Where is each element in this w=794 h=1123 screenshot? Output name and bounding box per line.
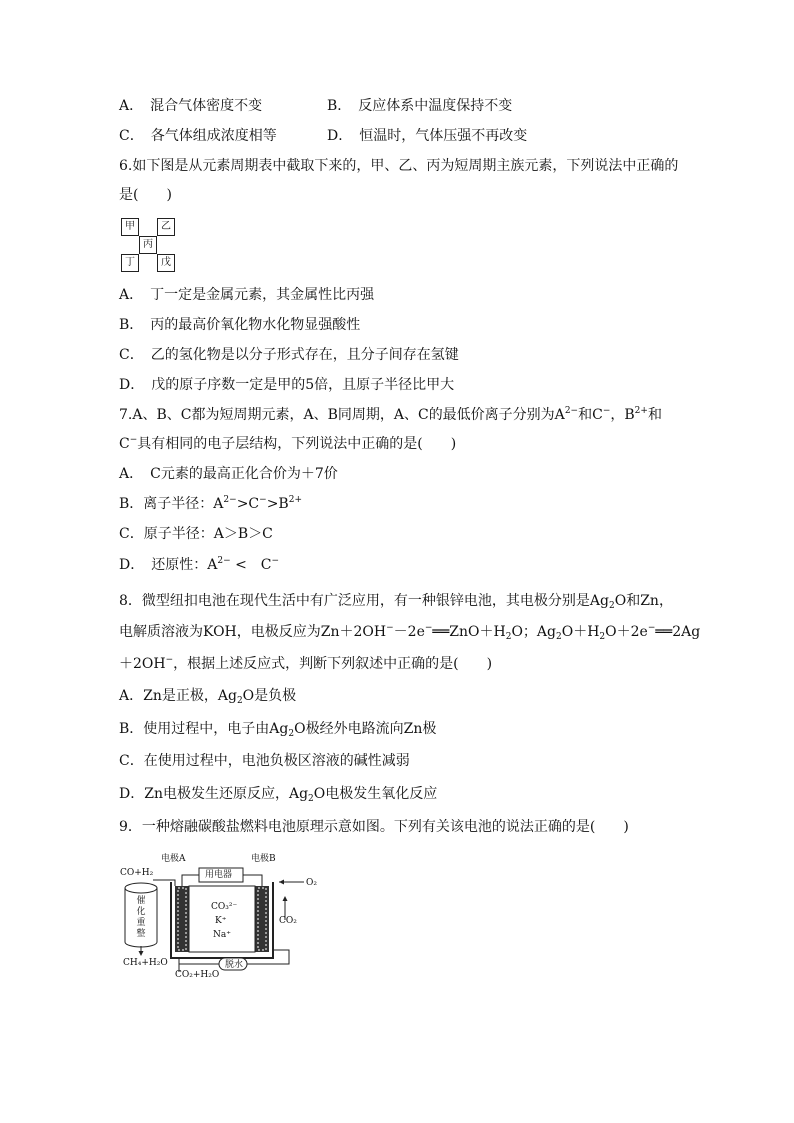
q7-option-text: >B [266,496,289,512]
subscript: 2 [599,632,606,642]
q7-stem-text: 和 [647,407,662,423]
q8-stem-text: O＋H [561,624,600,640]
q8-option-d [119,784,437,804]
charge-sup: 2− [564,406,579,416]
q7-stem-text: C [119,436,130,452]
q7-option-text: < C [230,557,272,573]
device-label: 用电器 [205,870,233,880]
cell-jia: 甲 [121,218,139,236]
co-h2-label: CO+H₂ [120,868,154,878]
q8-stem-line3 [119,654,492,674]
q8-option-b [119,719,436,739]
carbonate-ion-label: CO₃²⁻ [211,902,238,912]
q5-option-d: D． 恒温时，气体压强不再改变 [327,128,528,144]
co2-h2o-label: CO₂+H₂O [175,970,220,980]
charge-sup: − [129,435,138,445]
q7-option-c: C．原子半径：A＞B＞C [119,526,273,542]
q8-stem-text: ，根据上述反应式，判断下列叙述中正确的是( ) [173,656,493,672]
electrode-b-label: 电极B [251,854,276,864]
q8-stem-text: 电解质溶液为KOH，电极反应为Zn＋2OH [119,624,387,640]
q8-stem-text: ══ZnO＋H [432,624,506,640]
subscript: 2 [556,632,562,642]
q7-option-a: A． C元素的最高正化合价为＋7价 [119,466,338,482]
charge-sup: − [259,495,267,505]
q6-stem-line1: 6.如下图是从元素周期表中截取下来的，甲、乙、丙为短周期主族元素，下列说法中正确的 [119,158,679,174]
q8-option-a [119,686,296,706]
subscript: 2 [505,632,512,642]
charge-sup: − [647,623,656,633]
q8-option-text: O电极发生氧化反应 [313,786,438,802]
electrode-a-label: 电极A [161,854,186,864]
cell-wu: 戊 [157,254,175,272]
q8-option-text: A．Zn是正极，Ag [119,688,237,704]
dehydrate-label: 脱水 [225,960,244,970]
q9-stem: 9．一种熔融碳酸盐燃料电池原理示意如图。下列有关该电池的说法正确的是( ) [119,819,629,835]
charge-sup: 2− [223,495,237,505]
q8-stem-text: O和Zn， [614,593,673,609]
charge-sup: 2+ [288,495,302,505]
potassium-ion-label: K⁺ [215,916,227,926]
q6-option-c: C． 乙的氢化物是以分子形式存在，且分子间存在氢键 [119,347,459,363]
q7-stem-text: 7.A、B、C都为短周期元素，A、B同周期，A、C的最低价离子分别为A [119,407,565,423]
q8-stem-text: ＋2OH [119,656,166,672]
subscript: 2 [308,794,314,804]
o2-label: O₂ [306,878,317,888]
q7-stem-line1 [119,405,662,425]
q8-stem-text: －2e [393,624,425,640]
q8-option-c: C．在使用过程中，电池负极区溶液的碱性减弱 [119,753,410,769]
q5-option-a: A． 混合气体密度不变 [119,98,263,114]
q8-stem-text: ══2Ag [655,624,701,640]
q6-stem-line2: 是( ) [119,187,172,203]
q7-stem-text: 具有相同的电子层结构，下列说法中正确的是( ) [137,436,457,452]
q6-option-b: B． 丙的最高价氧化物水化物显强酸性 [119,317,361,333]
subscript: 2 [236,696,243,706]
cell-ding: 丁 [121,254,139,272]
cell-bing: 丙 [139,236,157,254]
charge-sup: − [602,406,611,416]
q7-option-b [119,494,302,514]
q7-option-d [119,555,279,575]
q7-option-text: D． 还原性：A [119,557,218,573]
charge-sup: − [271,556,280,566]
subscript: 2 [608,601,615,611]
charge-sup: − [386,623,394,633]
fuel-cell-diagram [119,850,329,980]
charge-sup: − [165,655,174,665]
q8-stem-text: O；Ag [511,624,556,640]
q8-stem-line1 [119,591,673,611]
q6-option-d: D． 戊的原子序数一定是甲的5倍，且原子半径比甲大 [119,377,455,393]
subscript: 2 [288,729,295,739]
charge-sup: 2+ [634,406,648,416]
q8-stem-text: 8．微型纽扣电池在现代生活中有广泛应用，有一种银锌电池，其电极分别是Ag [119,593,609,609]
q8-option-text: O极经外电路流向Zn极 [294,721,437,737]
cell-yi: 乙 [157,218,175,236]
ch4-h2o-label: CH₄+H₂O [123,958,168,968]
q8-stem-line2 [119,622,700,642]
q7-stem-text: ，B [610,407,635,423]
q7-option-text: B．离子半径：A [119,496,224,512]
q7-stem-line2 [119,434,456,454]
periodic-table-fragment [121,218,175,272]
q8-option-text: D．Zn电极发生还原反应，Ag [119,786,309,802]
q8-option-text: B．使用过程中，电子由Ag [119,721,289,737]
q8-stem-text: O＋2e [605,624,648,640]
q7-stem-text: 和C [578,407,603,423]
q6-option-a: A． 丁一定是金属元素，其金属性比丙强 [119,287,375,303]
charge-sup: − [424,623,433,633]
q5-option-c: C． 各气体组成浓度相等 [119,128,277,144]
q5-option-b: B． 反应体系中温度保持不变 [327,98,513,114]
q8-option-text: O是负极 [242,688,297,704]
q7-option-text: >C [236,496,260,512]
charge-sup: 2− [217,556,231,566]
sodium-ion-label: Na⁺ [213,930,231,940]
reformer-label: 催化重整 [136,896,146,939]
co2-label: CO₂ [279,916,297,926]
